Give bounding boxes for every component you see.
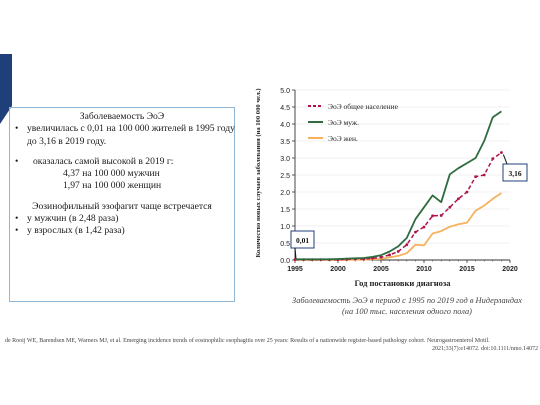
data-point [388,254,391,257]
data-point [474,175,477,178]
data-point [431,214,434,217]
data-point [457,197,460,200]
grid-layer [295,90,510,260]
x-tick-label: 2015 [459,266,475,273]
y-axis-label: Количество новых случаев заболевания (на 100 000 чел.) [255,88,262,258]
info-box [9,107,235,302]
y-tick-label: 4.0 [280,122,290,129]
series-line-2 [295,193,501,260]
legend-layer [308,102,399,143]
info-gap [15,148,229,156]
y-tick-label: 4.5 [280,105,290,112]
chart-caption [282,296,532,318]
data-point [448,206,451,209]
y-tick-label: 2.0 [280,190,290,197]
x-tick-label: 2010 [416,266,432,273]
caption-line-1: Заболеваемость ЭоЭ в период с 1995 по 2019 год в Нидерландах [292,296,522,305]
x-tick-label: 2000 [330,266,346,273]
y-tick-label: 5.0 [280,88,290,95]
legend-label: ЭоЭ муж. [328,118,359,127]
reference-line-2: 2021;33(7):e14072. doi:10.1111/nmo.14072 [432,346,538,353]
incidence-chart [245,78,530,293]
caption-line-2: (на 100 тыс. населения одного пола) [342,306,472,316]
series-layer [294,111,503,261]
data-point [440,214,443,217]
data-point [500,151,503,154]
series-line-0 [295,153,501,260]
y-tick-label: 2.5 [280,173,290,180]
info-subtitle: Эозинофильный эзофагит чаще встречается [32,200,212,212]
info-bullet-1-line-2: до 3,16 в 2019 году. [27,135,107,147]
info-women-rate: 1,97 на 100 000 женщин [63,180,162,192]
x-tick-label: 1995 [287,266,303,273]
x-tick-label: 2005 [373,266,389,273]
data-point [483,174,486,177]
annotation-label: 0,01 [295,236,310,245]
info-bullet-4: • у взрослых (в 1,42 раза) [15,225,229,237]
data-point [397,250,400,253]
data-point [405,243,408,246]
info-gap [15,193,229,201]
accent-bar [0,54,12,106]
annotation-arrow [503,155,507,164]
info-bullet-1-line-1: • увеличилась с 0,01 на 100 000 жителей в 1995 году [15,123,229,135]
x-axis-label: Год постановки диагноза [354,278,451,288]
y-tick-label: 0.0 [280,258,290,265]
data-point [414,231,417,234]
data-point [466,191,469,194]
info-bullet-2: • оказалась самой высокой в 2019 г: [15,156,229,168]
reference [5,337,538,353]
reference-line-1: de Rooij WE, Barendsen ME, Warners MJ, et al. Emerging incidence trends of eosinophilic esophagitis over 25 years: Results of a nationwide register-based pathology cohort. Neurogastroenterol Motil. [5,338,490,344]
data-point [491,157,494,160]
y-tick-label: 3.5 [280,139,290,146]
info-title: Заболеваемость ЭоЭ [79,111,165,122]
y-tick-label: 0.5 [280,241,290,248]
annotation-label: 3,16 [508,169,522,178]
y-tick-label: 1.0 [280,224,290,231]
series-line-1 [295,111,501,259]
info-bullet-3: • у мужчин (в 2,48 раза) [15,213,229,225]
y-tick-label: 1.5 [280,207,290,214]
info-men-rate: 4,37 на 100 000 мужчин [63,168,160,180]
y-tick-label: 3.0 [280,156,290,163]
legend-label: ЭоЭ жен. [328,134,358,143]
x-tick-label: 2020 [502,266,518,273]
legend-label: ЭоЭ общее население [328,102,398,111]
data-point [423,226,426,229]
